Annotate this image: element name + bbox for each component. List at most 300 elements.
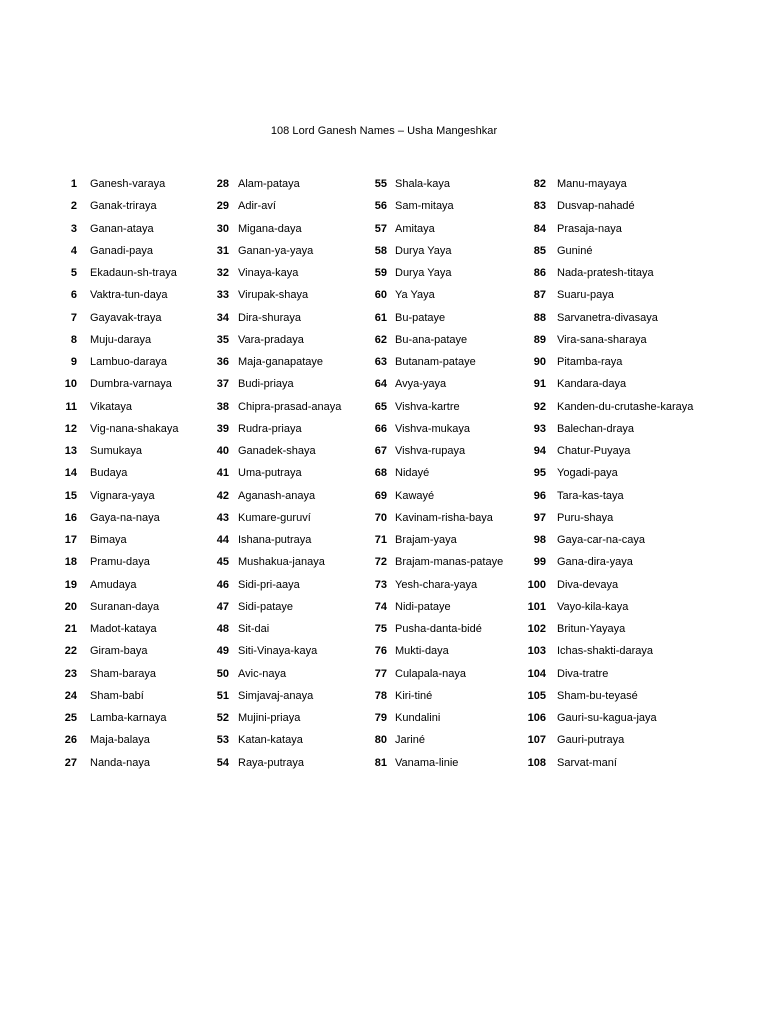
entry-name: Uma-putraya — [238, 467, 302, 480]
entry-number: 2 — [70, 200, 77, 213]
entry-number: 24 — [64, 689, 77, 702]
entry-name: Gana-dira-yaya — [557, 556, 633, 569]
entry-number: 14 — [64, 467, 77, 480]
names-column-3 — [366, 175, 503, 776]
name-entry — [58, 576, 178, 598]
entry-name: Ya Yaya — [395, 289, 435, 302]
name-entry — [58, 687, 178, 709]
name-entry — [210, 665, 341, 687]
entry-number: 59 — [374, 267, 387, 279]
entry-name: Mujini-priaya — [238, 712, 301, 724]
name-entry — [366, 665, 503, 687]
entry-number: 48 — [216, 623, 229, 635]
name-entry — [520, 420, 693, 442]
entry-number: 56 — [374, 200, 387, 213]
entry-number: 13 — [64, 445, 77, 457]
entry-number: 36 — [216, 356, 229, 368]
entry-number: 71 — [374, 534, 387, 546]
entry-number: 35 — [216, 333, 229, 346]
entry-name: Kavinam-risha-baya — [395, 511, 493, 524]
name-entry — [58, 665, 178, 687]
entry-number: 9 — [70, 356, 77, 368]
entry-name: Vignara-yaya — [90, 489, 155, 502]
entry-number: 37 — [216, 378, 229, 391]
entry-name: Adir-aví — [238, 200, 276, 213]
entry-name: Nada-pratesh-titaya — [557, 267, 654, 279]
name-entry — [210, 220, 341, 242]
entry-number: 1 — [70, 178, 77, 190]
entry-name: Raya-putraya — [238, 756, 305, 769]
entry-number: 28 — [216, 178, 229, 190]
entry-number: 102 — [527, 623, 546, 635]
entry-number: 33 — [216, 289, 229, 302]
entry-name: Vayo-kila-kaya — [557, 600, 629, 613]
entry-name: Suaru-paya — [557, 289, 614, 302]
entry-number: 76 — [374, 645, 387, 658]
name-entry — [366, 509, 503, 531]
entry-number: 27 — [64, 756, 77, 769]
name-entry — [210, 464, 341, 486]
entry-name: Sham-babí — [90, 689, 144, 702]
name-entry — [58, 487, 178, 509]
name-entry — [520, 375, 693, 397]
entry-number: 68 — [374, 467, 387, 480]
name-entry — [366, 286, 503, 308]
entry-number: 84 — [533, 222, 546, 235]
entry-number: 22 — [64, 645, 77, 658]
name-entry — [210, 197, 341, 219]
entry-name: Ganadek-shaya — [238, 445, 316, 457]
entry-name: Gauri-su-kagua-jaya — [557, 712, 657, 724]
entry-number: 61 — [374, 311, 387, 324]
name-entry — [366, 620, 503, 642]
entry-name: Migana-daya — [238, 222, 302, 235]
name-entry — [210, 754, 341, 776]
entry-name: Rudra-priaya — [238, 422, 302, 435]
entry-name: Tara-kas-taya — [557, 489, 624, 502]
entry-number: 51 — [216, 689, 229, 702]
name-entry — [210, 353, 341, 375]
entry-number: 16 — [64, 511, 77, 524]
entry-name: Sarvat-maní — [557, 756, 617, 769]
entry-number: 63 — [374, 356, 387, 368]
entry-name: Nidi-pataye — [395, 600, 451, 613]
name-entry — [520, 754, 693, 776]
entry-name: Sham-baraya — [90, 667, 157, 680]
entry-number: 11 — [65, 400, 77, 413]
name-entry — [58, 353, 178, 375]
entry-number: 55 — [374, 178, 387, 190]
entry-name: Ekadaun-sh-traya — [90, 267, 177, 279]
entry-name: Dira-shuraya — [238, 311, 301, 324]
name-entry — [520, 242, 693, 264]
name-entry — [366, 420, 503, 442]
name-entry — [210, 286, 341, 308]
entry-number: 5 — [70, 267, 77, 279]
entry-name: Diva-tratre — [557, 667, 609, 680]
entry-name: Vaktra-tun-daya — [90, 289, 168, 302]
entry-name: Chatur-Puyaya — [557, 445, 631, 457]
entry-name: Manu-mayaya — [557, 178, 627, 190]
entry-name: Avic-naya — [238, 667, 287, 680]
entry-number: 73 — [374, 578, 387, 591]
name-entry — [58, 264, 178, 286]
name-entry — [58, 509, 178, 531]
entry-name: Kandara-daya — [557, 378, 627, 391]
entry-number: 105 — [527, 689, 546, 702]
entry-name: Pramu-daya — [90, 556, 150, 569]
entry-name: Maja-ganapataye — [238, 356, 324, 368]
name-entry — [210, 175, 341, 197]
entry-number: 67 — [374, 445, 387, 457]
name-entry — [210, 264, 341, 286]
name-entry — [520, 709, 693, 731]
entry-name: Sumukaya — [90, 445, 142, 457]
entry-name: Butanam-pataye — [395, 356, 476, 368]
entry-name: Durya Yaya — [395, 267, 452, 279]
entry-number: 78 — [374, 689, 387, 702]
entry-number: 90 — [533, 356, 546, 368]
name-entry — [210, 398, 341, 420]
name-entry — [366, 242, 503, 264]
name-entry — [58, 175, 178, 197]
entry-name: Ganadi-paya — [90, 244, 153, 257]
entry-name: Lamba-karnaya — [90, 712, 167, 724]
entry-name: Vishva-mukaya — [395, 422, 470, 435]
name-entry — [520, 175, 693, 197]
entry-name: Brajam-yaya — [395, 534, 457, 546]
entry-number: 8 — [70, 333, 77, 346]
entry-name: Durya Yaya — [395, 244, 452, 257]
entry-number: 7 — [70, 311, 77, 324]
name-entry — [58, 553, 178, 575]
name-entry — [58, 220, 178, 242]
name-entry — [366, 175, 503, 197]
name-entry — [366, 353, 503, 375]
name-entry — [520, 665, 693, 687]
name-entry — [520, 264, 693, 286]
entry-name: Madot-kataya — [90, 623, 157, 635]
entry-number: 85 — [533, 244, 546, 257]
entry-name: Amudaya — [90, 578, 137, 591]
entry-number: 3 — [70, 222, 77, 235]
entry-number: 92 — [533, 400, 546, 413]
name-entry — [58, 375, 178, 397]
name-entry — [58, 620, 178, 642]
name-entry — [58, 309, 178, 331]
entry-number: 101 — [527, 600, 546, 613]
entry-name: Kumare-guruví — [238, 511, 311, 524]
entry-name: Pitamba-raya — [557, 356, 623, 368]
name-entry — [58, 754, 178, 776]
entry-number: 58 — [374, 244, 387, 257]
name-entry — [210, 531, 341, 553]
name-entry — [58, 731, 178, 753]
entry-name: Ichas-shakti-daraya — [557, 645, 653, 658]
entry-name: Vanama-linie — [395, 756, 459, 769]
entry-number: 82 — [533, 178, 546, 190]
name-entry — [366, 331, 503, 353]
entry-number: 18 — [64, 556, 77, 569]
name-entry — [366, 442, 503, 464]
entry-number: 107 — [527, 734, 546, 747]
name-entry — [520, 220, 693, 242]
entry-number: 88 — [533, 311, 546, 324]
entry-number: 44 — [216, 534, 229, 546]
entry-number: 93 — [533, 422, 546, 435]
entry-name: Bu-pataye — [395, 311, 446, 324]
entry-name: Bu-ana-pataye — [395, 333, 468, 346]
name-entry — [58, 286, 178, 308]
name-entry — [58, 642, 178, 664]
name-entry — [520, 331, 693, 353]
entry-name: Nanda-naya — [90, 756, 150, 769]
name-entry — [210, 309, 341, 331]
entry-name: Nidayé — [395, 467, 430, 480]
name-entry — [210, 598, 341, 620]
name-entry — [58, 464, 178, 486]
entry-number: 79 — [374, 712, 387, 724]
name-entry — [210, 620, 341, 642]
entry-name: Kundalini — [395, 712, 441, 724]
entry-number: 49 — [216, 645, 229, 658]
entry-number: 54 — [216, 756, 229, 769]
name-entry — [210, 375, 341, 397]
entry-number: 39 — [216, 422, 229, 435]
entry-name: Kanden-du-crutashe-karaya — [557, 400, 694, 413]
name-entry — [520, 687, 693, 709]
names-column-4 — [520, 175, 693, 776]
name-entry — [58, 598, 178, 620]
name-entry — [520, 598, 693, 620]
entry-number: 94 — [533, 445, 546, 457]
entry-name: Sam-mitaya — [395, 200, 454, 213]
entry-name: Amitaya — [395, 222, 435, 235]
entry-name: Mukti-daya — [395, 645, 449, 658]
name-entry — [366, 598, 503, 620]
name-entry — [58, 242, 178, 264]
entry-number: 40 — [216, 445, 229, 457]
name-entry — [366, 576, 503, 598]
entry-name: Lambuo-daraya — [90, 356, 168, 368]
name-entry — [366, 220, 503, 242]
entry-name: Siti-Vinaya-kaya — [238, 645, 318, 658]
entry-name: Gaya-na-naya — [90, 511, 160, 524]
name-entry — [366, 375, 503, 397]
entry-number: 53 — [216, 734, 229, 747]
entry-number: 6 — [70, 289, 77, 302]
name-entry — [520, 731, 693, 753]
entry-name: Dusvap-nahadé — [557, 200, 635, 213]
entry-name: Vishva-kartre — [395, 400, 460, 413]
name-entry — [210, 553, 341, 575]
entry-name: Budaya — [90, 467, 128, 480]
entry-name: Sidi-pri-aaya — [238, 578, 300, 591]
name-entry — [366, 531, 503, 553]
entry-name: Avya-yaya — [395, 378, 447, 391]
entry-number: 47 — [216, 600, 229, 613]
entry-number: 19 — [64, 578, 77, 591]
entry-name: Vira-sana-sharaya — [557, 333, 647, 346]
entry-name: Britun-Yayaya — [557, 623, 626, 635]
name-entry — [520, 197, 693, 219]
entry-number: 32 — [216, 267, 229, 279]
entry-number: 52 — [216, 712, 229, 724]
name-entry — [210, 509, 341, 531]
name-entry — [58, 531, 178, 553]
name-entry — [58, 398, 178, 420]
entry-number: 91 — [533, 378, 546, 391]
name-entry — [210, 242, 341, 264]
name-entry — [520, 509, 693, 531]
name-entry — [58, 197, 178, 219]
entry-number: 104 — [527, 667, 546, 680]
entry-number: 81 — [374, 756, 387, 769]
name-entry — [520, 464, 693, 486]
entry-number: 100 — [527, 578, 546, 591]
entry-number: 103 — [527, 645, 546, 658]
entry-name: Gauri-putraya — [557, 734, 625, 747]
names-column-1 — [58, 175, 178, 776]
entry-number: 57 — [374, 222, 387, 235]
entry-name: Muju-daraya — [90, 333, 152, 346]
entry-number: 46 — [216, 578, 229, 591]
name-entry — [210, 576, 341, 598]
entry-name: Alam-pataya — [238, 178, 300, 190]
name-entry — [520, 620, 693, 642]
name-entry — [366, 264, 503, 286]
document-title: 108 Lord Ganesh Names – Usha Mangeshkar — [270, 125, 498, 137]
entry-name: Shala-kaya — [395, 178, 451, 190]
entry-name: Guniné — [557, 244, 593, 257]
entry-name: Kiri-tiné — [395, 689, 433, 702]
name-entry — [520, 309, 693, 331]
name-entry — [520, 487, 693, 509]
name-entry — [366, 687, 503, 709]
entry-number: 45 — [216, 556, 229, 569]
entry-name: Bimaya — [90, 534, 127, 546]
name-entry — [520, 398, 693, 420]
entry-number: 17 — [64, 534, 77, 546]
entry-number: 96 — [533, 489, 546, 502]
entry-name: Vikataya — [90, 400, 132, 413]
name-entry — [520, 286, 693, 308]
name-entry — [366, 731, 503, 753]
entry-name: Gaya-car-na-caya — [557, 534, 646, 546]
entry-number: 80 — [374, 734, 387, 747]
name-entry — [520, 442, 693, 464]
name-entry — [210, 642, 341, 664]
entry-number: 12 — [64, 422, 77, 435]
entry-name: Vig-nana-shakaya — [90, 422, 179, 435]
name-entry — [366, 464, 503, 486]
entry-number: 43 — [216, 511, 229, 524]
entry-name: Ishana-putraya — [238, 534, 312, 546]
name-entry — [520, 576, 693, 598]
entry-number: 42 — [216, 489, 229, 502]
entry-name: Virupak-shaya — [238, 289, 309, 302]
entry-name: Diva-devaya — [557, 578, 619, 591]
entry-number: 29 — [216, 200, 229, 213]
entry-name: Chipra-prasad-anaya — [238, 400, 342, 413]
entry-name: Katan-kataya — [238, 734, 303, 747]
name-entry — [210, 420, 341, 442]
entry-number: 69 — [374, 489, 387, 502]
name-entry — [210, 709, 341, 731]
entry-name: Jariné — [395, 734, 425, 747]
entry-name: Ganak-triraya — [90, 200, 157, 213]
entry-name: Pusha-danta-bidé — [395, 623, 482, 635]
entry-name: Vishva-rupaya — [395, 445, 466, 457]
entry-name: Ganan-ya-yaya — [238, 244, 314, 257]
entry-number: 50 — [216, 667, 229, 680]
entry-name: Yesh-chara-yaya — [395, 578, 478, 591]
name-entry — [210, 731, 341, 753]
entry-name: Sarvanetra-divasaya — [557, 311, 658, 324]
entry-name: Suranan-daya — [90, 600, 160, 613]
entry-name: Puru-shaya — [557, 511, 614, 524]
entry-name: Sham-bu-teyasé — [557, 689, 638, 702]
entry-number: 30 — [216, 222, 229, 235]
entry-number: 106 — [527, 712, 546, 724]
name-entry — [210, 487, 341, 509]
entry-name: Prasaja-naya — [557, 222, 622, 235]
entry-number: 75 — [374, 623, 387, 635]
entry-number: 41 — [216, 467, 229, 480]
entry-number: 34 — [216, 311, 229, 324]
entry-number: 65 — [374, 400, 387, 413]
entry-number: 83 — [533, 200, 546, 213]
name-entry — [366, 709, 503, 731]
name-entry — [58, 442, 178, 464]
entry-name: Simjavaj-anaya — [238, 689, 314, 702]
entry-number: 98 — [533, 534, 546, 546]
entry-number: 108 — [527, 756, 546, 769]
entry-name: Maja-balaya — [90, 734, 150, 747]
entry-number: 97 — [533, 511, 546, 524]
entry-number: 64 — [374, 378, 387, 391]
entry-number: 20 — [64, 600, 77, 613]
name-entry — [366, 309, 503, 331]
name-entry — [520, 553, 693, 575]
name-entry — [366, 398, 503, 420]
name-entry — [366, 754, 503, 776]
names-column-2 — [210, 175, 341, 776]
entry-name: Culapala-naya — [395, 667, 466, 680]
entry-number: 72 — [374, 556, 387, 569]
entry-name: Vinaya-kaya — [238, 267, 299, 279]
entry-name: Ganesh-varaya — [90, 178, 166, 190]
entry-name: Giram-baya — [90, 645, 148, 658]
entry-number: 74 — [374, 600, 387, 613]
entry-name: Dumbra-varnaya — [90, 378, 172, 391]
name-entry — [58, 331, 178, 353]
entry-number: 62 — [374, 333, 387, 346]
name-entry — [520, 353, 693, 375]
name-entry — [366, 197, 503, 219]
entry-number: 21 — [64, 623, 77, 635]
entry-number: 87 — [533, 289, 546, 302]
entry-number: 26 — [64, 734, 77, 747]
entry-name: Sit-dai — [238, 623, 270, 635]
entry-number: 77 — [374, 667, 387, 680]
entry-name: Brajam-manas-pataye — [395, 556, 504, 569]
entry-name: Ganan-ataya — [90, 222, 154, 235]
entry-name: Budi-priaya — [238, 378, 294, 391]
entry-number: 86 — [533, 267, 546, 279]
name-entry — [366, 553, 503, 575]
name-entry — [366, 487, 503, 509]
